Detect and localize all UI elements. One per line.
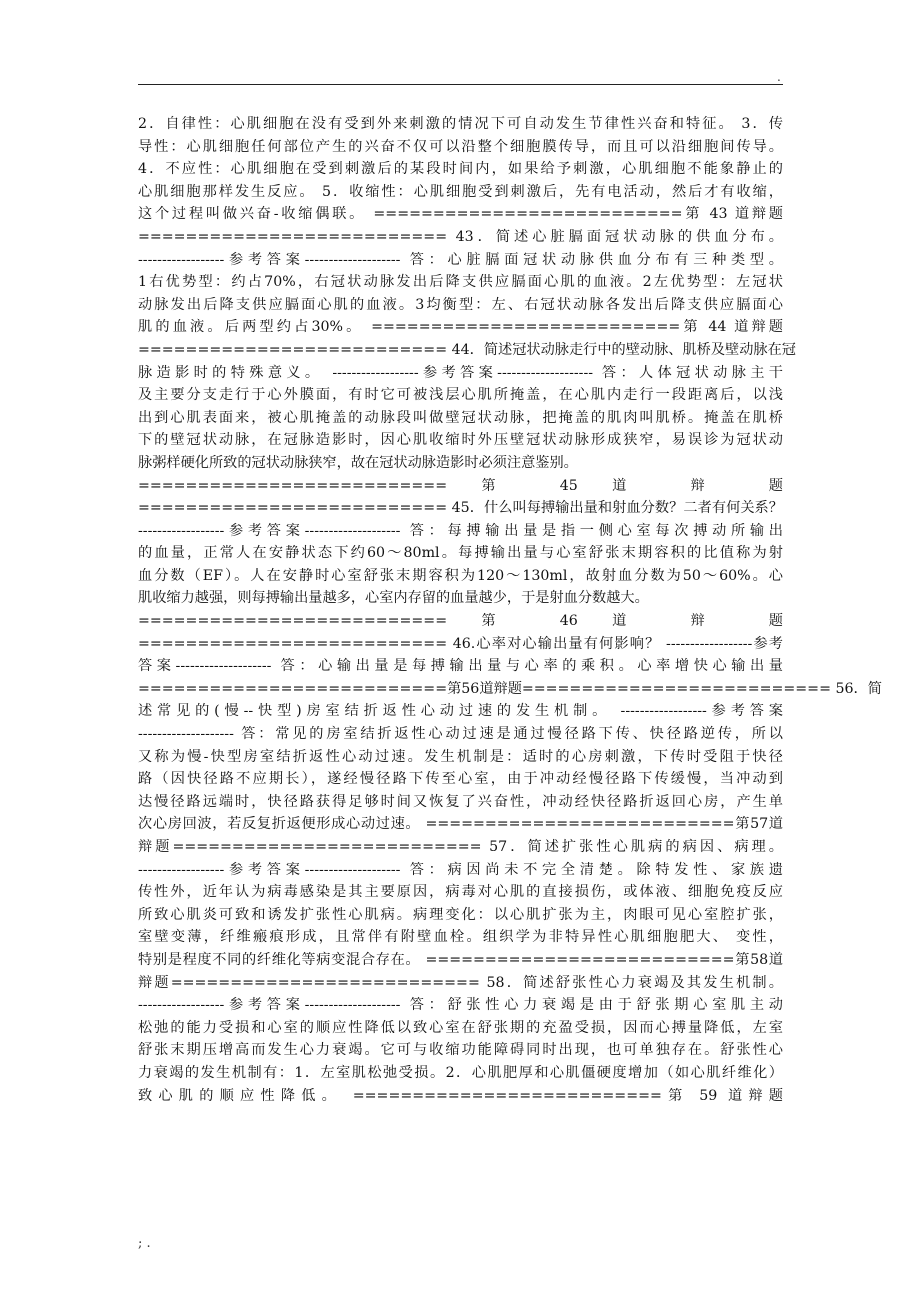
text-line: 特别是程度不同的纤维化等病变混合存在。 ==========================第58道: [138, 951, 783, 968]
text-line: 次心房回波，若反复折返便形成心动过速。 ==========================第57道: [138, 816, 783, 833]
text-line: 及主要分支走行于心外膜面，有时它可被浅层心肌所掩盖，在心肌内走行一段距离后，以浅: [138, 387, 783, 404]
header-marker: .: [777, 70, 781, 84]
text-line: ========================== 43．简述心脏膈面冠状动脉的供血分布。: [138, 228, 783, 245]
footer-marker: ; .: [138, 1236, 151, 1251]
text-line: 路（因快径路不应期长），遂经慢径路下传至心室，由于冲动经慢径路下传缓慢，当冲动到: [138, 771, 783, 788]
text-line: -------------------- 答：常见的房室结折返性心动过速是通过慢径路下传、快径路逆传，所以: [138, 726, 783, 743]
text-line: 脉造影时的特殊意义。 ------------------参考答案-------------------- 答：人体冠状动脉主干: [138, 364, 783, 381]
text-line: 传性外，近年认为病毒感染是其主要原因，病毒对心肌的直接损伤，或体液、细胞免疫反应: [138, 884, 783, 901]
text-line: ========================== 46.心率对心输出量有何影响？ ------------------参考: [138, 635, 783, 652]
text-line: 肌收缩力越强，则每搏输出量越多，心室内存留的血量越少，于是射血分数越大。: [138, 590, 649, 607]
text-line: 致心肌的顺应性降低。 ==========================第 59 道辩题: [138, 1087, 783, 1104]
text-line: 这个过程叫做兴奋-收缩偶联。 ==========================第 43 道辩题: [138, 206, 783, 223]
text-line: 松弛的能力受损和心室的顺应性降低以致心室在舒张期的充盈受损，因而心搏量降低，左室: [138, 1019, 783, 1036]
text-line: 述常见的(慢--快型)房室结折返性心动过速的发生机制。 ------------------参考答案: [138, 703, 783, 720]
text-line: 导性：心肌细胞任何部位产生的兴奋不仅可以沿整个细胞膜传导，而且可以沿细胞间传导。: [138, 138, 783, 155]
text-line: ========================== 第 46 道 辩 题: [138, 613, 783, 630]
text-line: 心肌细胞那样发生反应。 5．收缩性：心肌细胞受到刺激后，先有电活动，然后才有收缩，: [138, 183, 783, 200]
text-line: 的血量，正常人在安静状态下约60～80ml。每搏输出量与心室舒张末期容积的比值称为射: [138, 545, 783, 562]
text-line: 辩题========================== 57．简述扩张性心肌病的病因、病理。: [138, 839, 783, 855]
text-line: 又称为慢-快型房室结折返性心动过速。发生机制是：适时的心房刺激，下传时受阻于快径: [138, 748, 783, 765]
text-line: 动脉发出后降支供应膈面心肌的血液。3均衡型：左、右冠状动脉各发出后降支供应膈面心: [138, 296, 783, 313]
text-line: ------------------参考答案-------------------- 答：每搏输出量是指一侧心室每次搏动所输出: [138, 522, 783, 539]
header-rule: [138, 84, 783, 85]
text-line: 下的壁冠状动脉，在冠脉造影时，因心肌收缩时外压壁冠状动脉形成狭窄，易误诊为冠状动: [138, 432, 783, 449]
text-line: 达慢径路远端时，快径路获得足够时间又恢复了兴奋性，冲动经快径路折返回心房，产生单: [138, 793, 783, 810]
text-line: ------------------参考答案-------------------- 答：心脏膈面冠状动脉供血分布有三种类型。: [138, 251, 783, 268]
text-line: 出到心肌表面来，被心肌掩盖的动脉段叫做壁冠状动脉，把掩盖的肌肉叫肌桥。掩盖在肌桥: [138, 409, 783, 426]
text-line: 脉粥样硬化所致的冠状动脉狭窄，故在冠状动脉造影时必须注意鉴别。: [138, 454, 578, 471]
text-line: ------------------参考答案-------------------- 答：病因尚未不完全清楚。除特发性、家族遗: [138, 861, 783, 878]
text-line: 力衰竭的发生机制有：1．左室肌松弛受损。2．心肌肥厚和心肌僵硬度增加（如心肌纤维化）: [138, 1064, 783, 1081]
text-line: 答案-------------------- 答：心输出量是每搏输出量与心率的乘积。心率增快心输出量: [138, 658, 783, 675]
document-body: [138, 113, 882, 1107]
text-line: 血分数（EF）。人在安静时心室舒张末期容积为120～130ml，故射血分数为50～60%。心: [138, 567, 783, 584]
text-line: ========================== 44．简述冠状动脉走行中的壁动脉、肌桥及壁动脉在冠: [138, 341, 796, 358]
text-line: 室壁变薄，纤维瘢痕形成，且常伴有附壁血栓。组织学为非特异性心肌细胞肥大、 变性，: [138, 929, 783, 946]
text-line: ------------------参考答案-------------------- 答：舒张性心力衰竭是由于舒张期心室肌主动: [138, 997, 783, 1014]
text-line: 所致心肌炎可致和诱发扩张性心肌病。病理变化：以心肌扩张为主，肉眼可见心室腔扩张，: [138, 906, 783, 923]
text-line: ========================== 45．什么叫每搏输出量和射血分数？二者有何关系？: [138, 500, 783, 517]
text-line: 4．不应性：心肌细胞在受到刺激后的某段时间内，如果给予刺激，心肌细胞不能象静止的: [138, 161, 783, 178]
text-line: 舒张末期压增高而发生心力衰竭。它可与收缩功能障碍同时出现，也可单独存在。舒张性心: [138, 1042, 783, 1059]
text-line: ========================== 第 45 道 辩 题: [138, 477, 783, 494]
text-line: 辩题========================== 58．简述舒张性心力衰竭及其发生机制。: [138, 974, 783, 991]
text-line: 1右优势型：约占70%，右冠状动脉发出后降支供应膈面心肌的血液。2左优势型：左冠状: [138, 274, 783, 291]
text-line: 肌的血液。后两型约占30%。 ==========================第 44 道辩题: [138, 319, 783, 336]
text-line: ==========================第56道辩题========================== 56．简: [138, 680, 882, 697]
text-line: 2．自律性：心肌细胞在没有受到外来刺激的情况下可自动发生节律性兴奋和特征。 3．传: [138, 116, 783, 132]
